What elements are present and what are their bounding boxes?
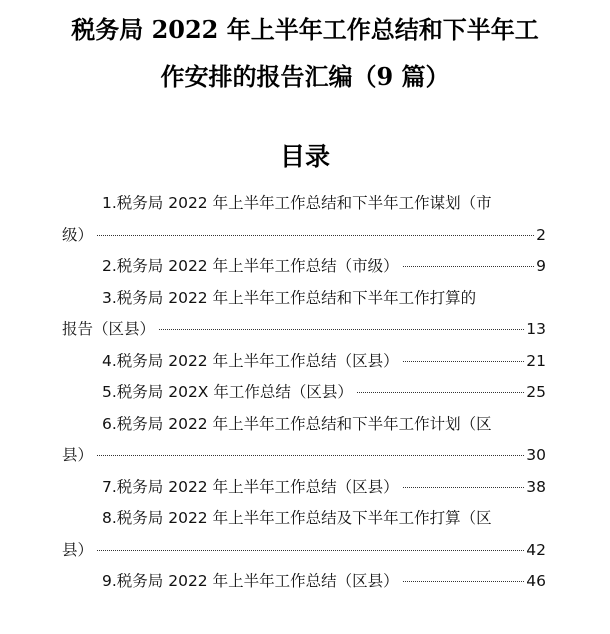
toc-entry-title: 2.税务局 2022 年上半年工作总结（市级） (102, 257, 399, 275)
toc-entry-9[interactable] (62, 566, 546, 598)
toc-entry-line (62, 503, 546, 535)
toc-entry-line (62, 472, 546, 504)
dot-leader (159, 329, 524, 330)
toc-entry-title: 3.税务局 2022 年上半年工作总结和下半年工作打算的 (102, 288, 477, 307)
toc-page-number: 13 (526, 320, 546, 338)
toc-entry-title: 6.税务局 2022 年上半年工作总结和下半年工作计划（区 (102, 414, 492, 433)
toc-entry-title: 4.税务局 2022 年上半年工作总结（区县） (102, 351, 399, 370)
toc-entry-2[interactable] (62, 251, 546, 283)
dot-leader (403, 487, 525, 488)
toc-page-number: 42 (526, 540, 546, 559)
toc-entry-1[interactable] (62, 188, 546, 251)
toc-entry-line (62, 188, 546, 220)
toc-entry-7[interactable] (62, 472, 546, 504)
toc-entry-line (62, 346, 546, 378)
toc-entry-3[interactable] (62, 283, 546, 346)
toc-page-number: 21 (526, 351, 546, 370)
dot-leader (357, 392, 524, 393)
toc-entry-line (62, 440, 546, 472)
toc-entry-title: 7.税务局 2022 年上半年工作总结（区县） (102, 477, 399, 496)
toc-heading: 目录 (279, 142, 330, 171)
dot-leader (97, 550, 524, 551)
toc-entry-line (62, 283, 546, 315)
toc-entry-5[interactable] (62, 377, 546, 409)
dot-leader (97, 455, 524, 456)
toc-entry-title-continued: 级） (62, 225, 94, 244)
toc-page-number: 46 (526, 572, 546, 590)
toc-entry-line (62, 220, 546, 252)
toc-entry-line (62, 566, 546, 598)
toc-page-number: 25 (526, 383, 546, 401)
toc-entry-6[interactable] (62, 409, 546, 472)
toc-entry-4[interactable] (62, 346, 546, 378)
dot-leader (403, 266, 535, 267)
document-title-line-1: 税务局 2022 年上半年工作总结和下半年工 (71, 15, 539, 44)
toc-entry-title-continued: 县） (62, 446, 94, 464)
toc-entry-title: 8.税务局 2022 年上半年工作总结及下半年工作打算（区 (102, 509, 492, 527)
dot-leader (403, 361, 525, 362)
dot-leader (97, 235, 534, 236)
toc-entry-8[interactable] (62, 503, 546, 566)
dot-leader (403, 581, 525, 582)
toc-entry-line (62, 409, 546, 441)
toc-entry-title: 1.税务局 2022 年上半年工作总结和下半年工作谋划（市 (102, 194, 492, 212)
toc-page-number: 38 (526, 477, 546, 496)
toc-entry-title-continued: 县） (62, 540, 94, 559)
toc-entry-title: 5.税务局 202X 年工作总结（区县） (102, 383, 353, 401)
toc-page-number: 2 (536, 225, 546, 244)
toc-page-number: 9 (536, 257, 546, 275)
toc-entry-title-continued: 报告（区县） (62, 320, 156, 338)
toc-entry-line (62, 314, 546, 346)
toc-entry-title: 9.税务局 2022 年上半年工作总结（区县） (102, 572, 399, 590)
toc-entry-line (62, 377, 546, 409)
toc-entry-line (62, 251, 546, 283)
toc-list (62, 188, 546, 598)
toc-page-number: 30 (526, 446, 546, 464)
toc-entry-line (62, 535, 546, 567)
document-title-line-2: 作安排的报告汇编（9 篇） (160, 62, 450, 91)
